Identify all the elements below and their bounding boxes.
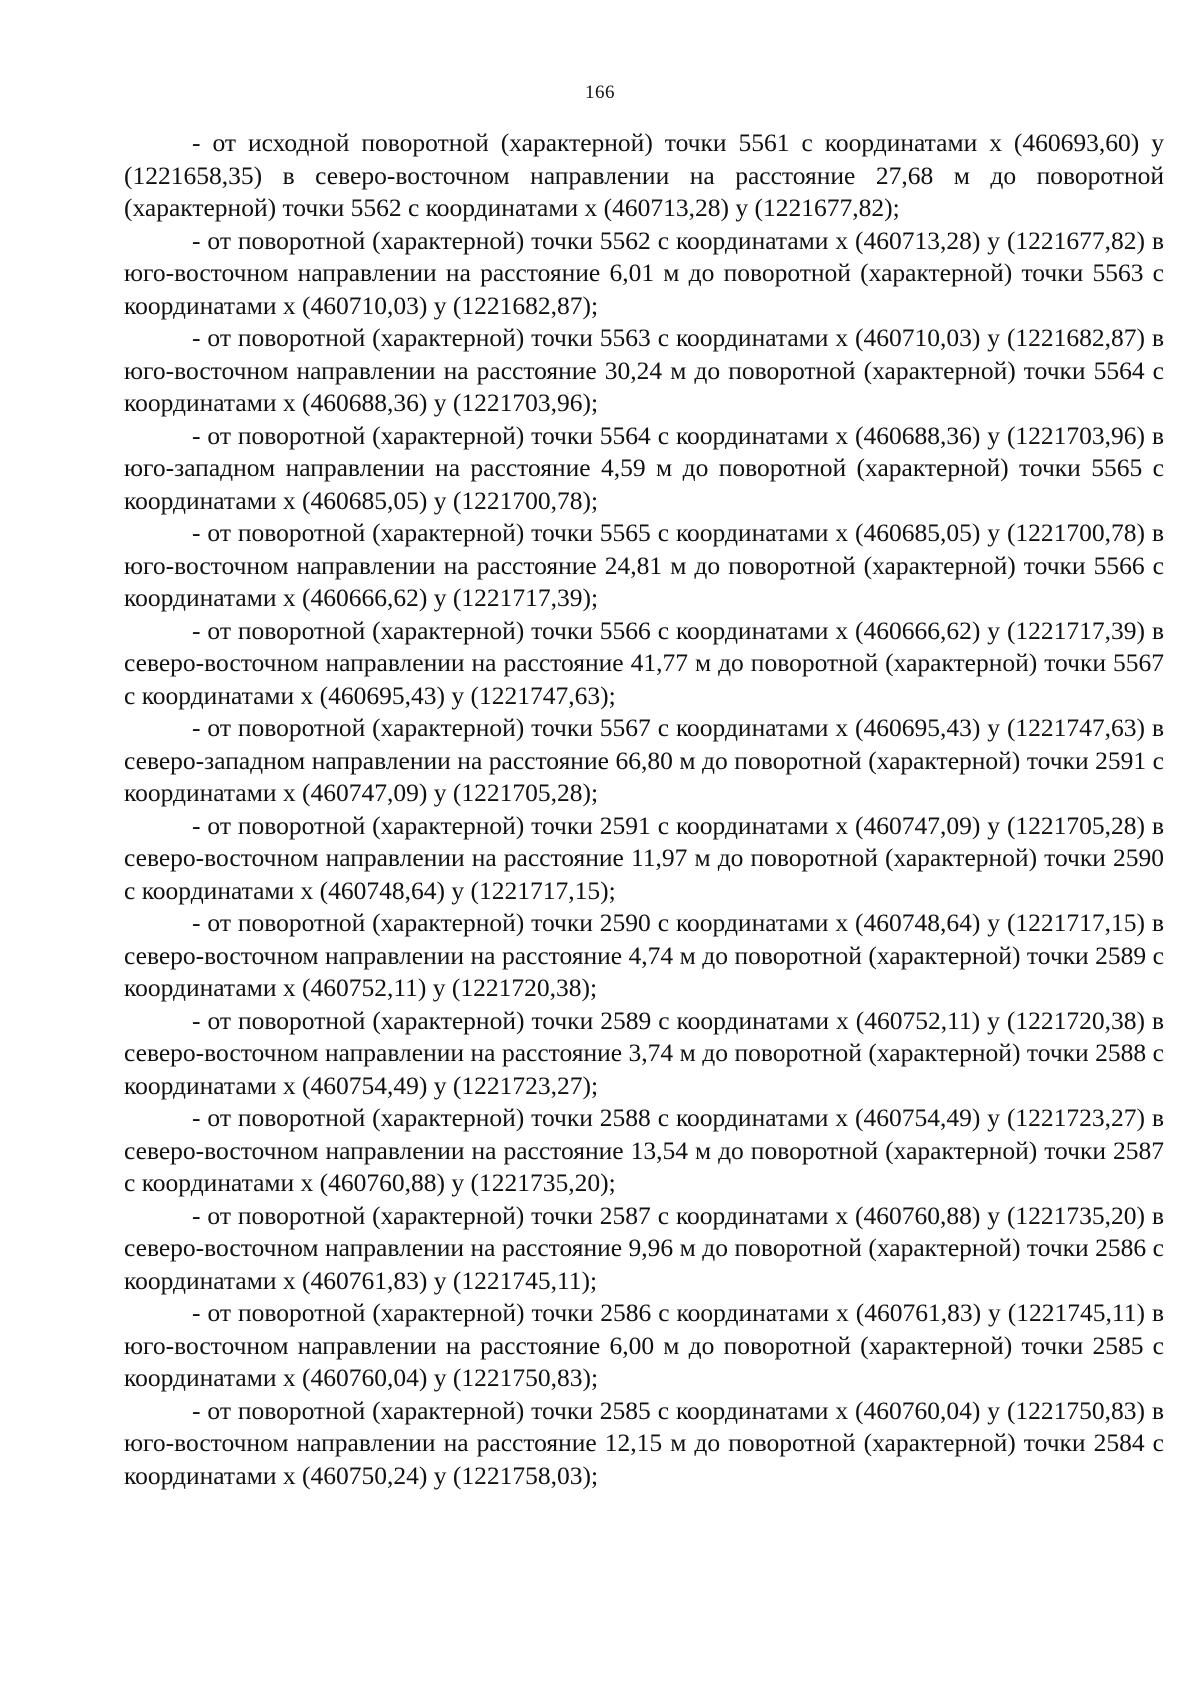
boundary-paragraph: - от исходной поворотной (характерной) точки 5561 с координатами x (460693,60) y (1221658,35) в северо-восточном направлении на расстояние 27,68 м до поворотной (характерной) точки 5562 с координатами x (460713,28) y (1221677,82); [124,128,1164,222]
boundary-paragraph: - от поворотной (характерной) точки 2586 с координатами x (460761,83) y (1221745,11) в юго-восточном направлении на расстояние 6,00 м до поворотной (характерной) точки 2585 с координатами x (460760,04) y (1221750,83); [124,1298,1164,1392]
boundary-paragraph: - от поворотной (характерной) точки 5564 с координатами x (460688,36) y (1221703,96) в юго-западном направлении на расстояние 4,59 м до поворотной (характерной) точки 5565 с координатами x (460685,05) y (1221700,78); [124,420,1164,515]
boundary-paragraph: - от поворотной (характерной) точки 2588 с координатами x (460754,49) y (1221723,27) в северо-восточном направлении на расстояние 13,54 м до поворотной (характерной) точки 2587 с координатами x (460760,88) y (1221735,20); [124,1103,1164,1197]
document-body [124,127,1164,1492]
boundary-paragraph: - от поворотной (характерной) точки 2589 с координатами x (460752,11) y (1221720,38) в северо-восточном направлении на расстояние 3,74 м до поворотной (характерной) точки 2588 с координатами x (460754,49) y (1221723,27); [124,1005,1164,1100]
page-number: 166 [585,82,615,103]
boundary-paragraph: - от поворотной (характерной) точки 2587 с координатами x (460760,88) y (1221735,20) в северо-восточном направлении на расстояние 9,96 м до поворотной (характерной) точки 2586 с координатами x (460761,83) y (1221745,11); [124,1200,1164,1295]
boundary-paragraph: - от поворотной (характерной) точки 5567 с координатами x (460695,43) y (1221747,63) в северо-западном направлении на расстояние 66,80 м до поворотной (характерной) точки 2591 с координатами x (460747,09) y (1221705,28); [124,713,1164,807]
boundary-paragraph: - от поворотной (характерной) точки 2585 с координатами x (460760,04) y (1221750,83) в юго-восточном направлении на расстояние 12,15 м до поворотной (характерной) точки 2584 с координатами x (460750,24) y (1221758,03); [124,1395,1164,1490]
boundary-paragraph: - от поворотной (характерной) точки 5563 с координатами x (460710,03) y (1221682,87) в юго-восточном направлении на расстояние 30,24 м до поворотной (характерной) точки 5564 с координатами x (460688,36) y (1221703,96); [124,323,1164,417]
boundary-paragraph: - от поворотной (характерной) точки 5566 с координатами x (460666,62) y (1221717,39) в северо-восточном направлении на расстояние 41,77 м до поворотной (характерной) точки 5567 с координатами x (460695,43) y (1221747,63); [124,615,1164,710]
boundary-paragraph: - от поворотной (характерной) точки 2590 с координатами x (460748,64) y (1221717,15) в северо-восточном направлении на расстояние 4,74 м до поворотной (характерной) точки 2589 с координатами x (460752,11) y (1221720,38); [124,908,1164,1002]
boundary-paragraph: - от поворотной (характерной) точки 5562 с координатами x (460713,28) y (1221677,82) в юго-восточном направлении на расстояние 6,01 м до поворотной (характерной) точки 5563 с координатами x (460710,03) y (1221682,87); [124,225,1164,320]
boundary-paragraph: - от поворотной (характерной) точки 2591 с координатами x (460747,09) y (1221705,28) в северо-восточном направлении на расстояние 11,97 м до поворотной (характерной) точки 2590 с координатами x (460748,64) y (1221717,15); [124,810,1164,905]
boundary-paragraph: - от поворотной (характерной) точки 5565 с координатами x (460685,05) y (1221700,78) в юго-восточном направлении на расстояние 24,81 м до поворотной (характерной) точки 5566 с координатами x (460666,62) y (1221717,39); [124,518,1164,612]
